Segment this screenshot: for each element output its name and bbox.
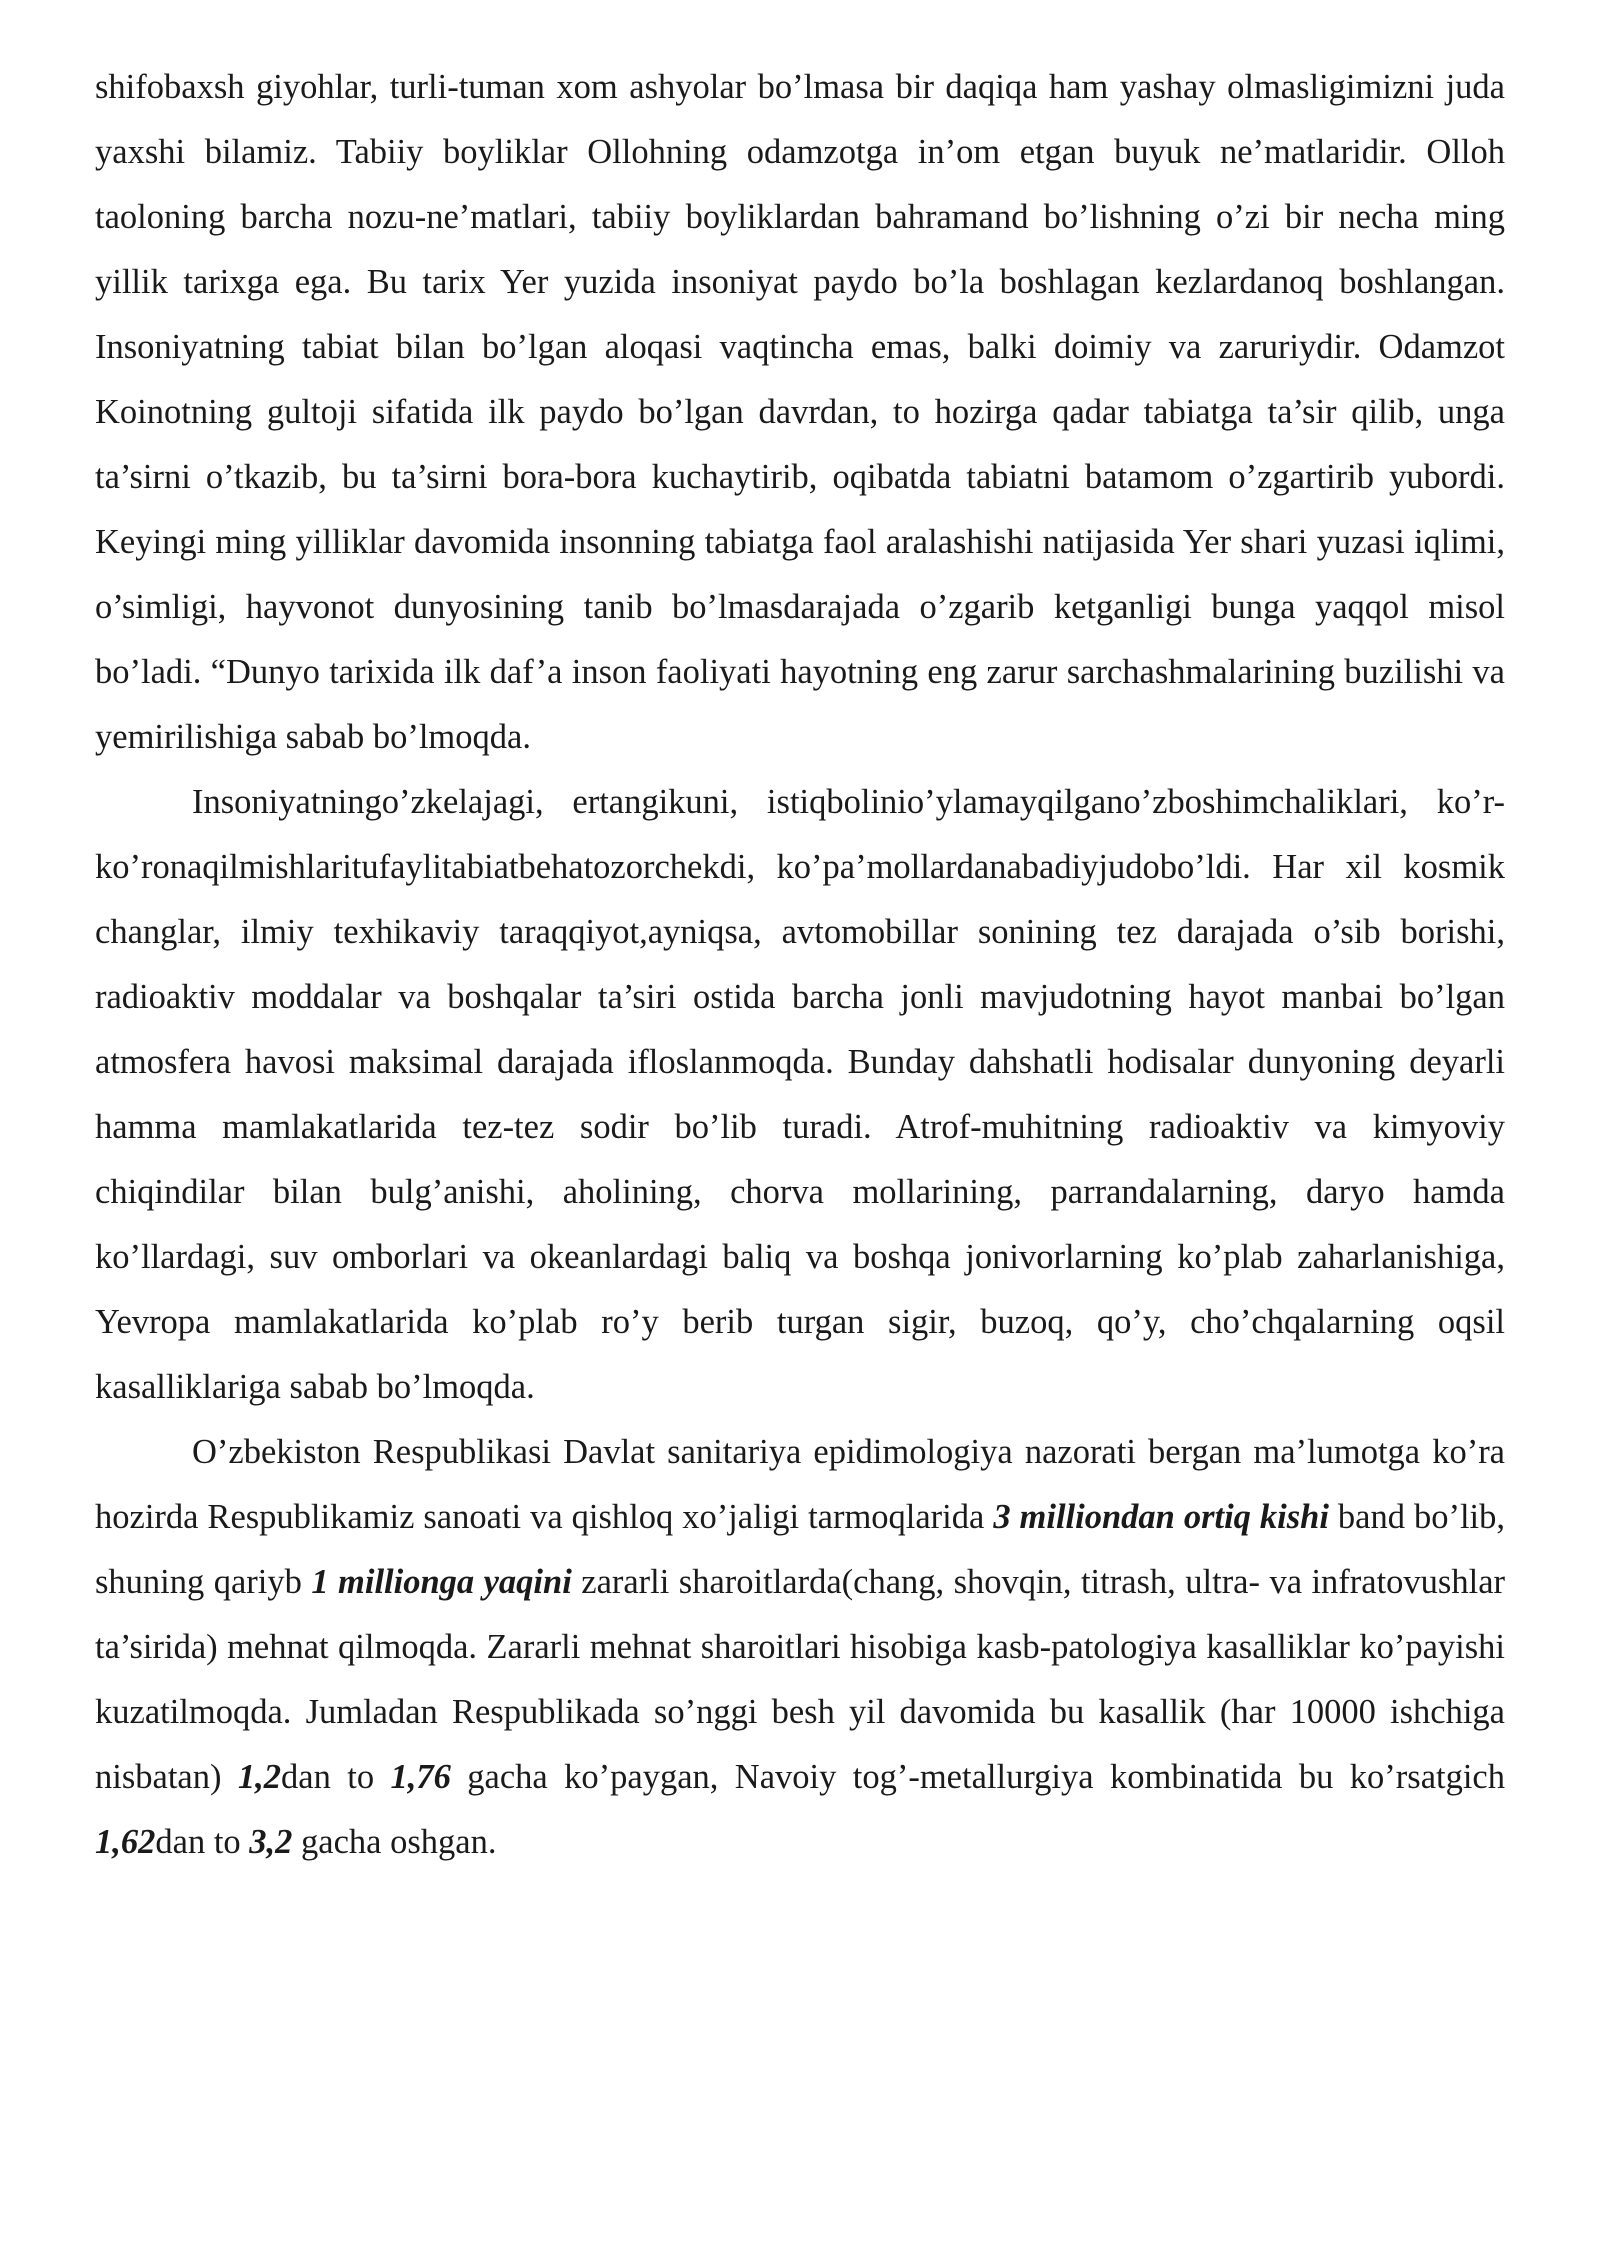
emphasis-harmful-count: 1 millionga yaqini	[311, 1563, 572, 1601]
paragraph-3-text: gacha oshgan.	[292, 1823, 497, 1861]
paragraph-2-text: Insoniyatningo’zkelajagi, ertangikuni, istiqbolinio’ylamayqilgano’zboshimchaliklari, ko’r-ko’ronaqilmishlaritufaylitabiatbehatozorchekdi, ko’pa’mollardanabadiyjudobo’ldi. Har xil kosmik changlar, ilmiy texhikaviy taraqqiyot,ayniqsa, avtomobillar sonining tez darajada o’sib borishi, radioaktiv moddalar va boshqalar ta’siri ostida barcha jonli mavjudotning hayot manbai bo’lgan atmosfera havosi maksimal darajada ifloslanmoqda. Bunday dahshatli hodisalar dunyoning deyarli hamma mamlakatlarida tez-tez sodir bo’lib turadi. Atrof-muhitning radioaktiv va kimyoviy chiqindilar bilan bulg’anishi, aholining, chorva mollarining, parrandalarning, daryo hamda ko’llardagi, suv omborlari va okeanlardagi baliq va boshqa jonivorlarning ko’plab zaharlanishiga, Yevropa mamlakatlarida ko’plab ro’y berib turgan sigir, buzoq, qo’y, cho’chqalarning oqsil kasalliklariga sabab bo’lmoqda.	[95, 783, 1505, 1406]
emphasis-workers-count: 3 milliondan ortiq kishi	[993, 1498, 1329, 1536]
paragraph-3	[95, 1420, 1505, 1875]
paragraph-3-text: gacha ko’paygan, Navoiy tog’-metallurgiya kombinatida bu ko’rsatgich	[450, 1758, 1505, 1796]
document-page	[95, 55, 1505, 1875]
emphasis-navoiy-start: 1,62	[95, 1823, 156, 1861]
paragraph-1-text: shifobaxsh giyohlar, turli-tuman xom ashyolar bo’lmasa bir daqiqa ham yashay olmasligimizni juda yaxshi bilamiz. Tabiiy boyliklar Ollohning odamzotga in’om etgan buyuk ne’matlaridir. Olloh taoloning barcha nozu-ne’matlari, tabiiy boyliklardan bahramand bo’lishning o’zi bir necha ming yillik tarixga ega. Bu tarix Yer yuzida insoniyat paydo bo’la boshlagan kezlardanoq boshlangan. Insoniyatning tabiat bilan bo’lgan aloqasi vaqtincha emas, balki doimiy va zaruriydir. Odamzot Koinotning gultoji sifatida ilk paydo bo’lgan davrdan, to hozirga qadar tabiatga ta’sir qilib, unga ta’sirni o’tkazib, bu ta’sirni bora-bora kuchaytirib, oqibatda tabiatni batamom o’zgartirib yubordi. Keyingi ming yilliklar davomida insonning tabiatga faol aralashishi natijasida Yer shari yuzasi iqlimi, o’simligi, hayvonot dunyosining tanib bo’lmasdarajada o’zgarib ketganligi bunga yaqqol misol bo’ladi. “Dunyo tarixida ilk daf’a inson faoliyati hayotning eng zarur sarchashmalarining buzilishi va yemirilishiga sabab bo’lmoqda.	[95, 68, 1505, 756]
emphasis-rate-start: 1,2	[237, 1758, 282, 1796]
paragraph-2	[95, 770, 1505, 1420]
paragraph-1	[95, 55, 1505, 770]
emphasis-rate-end: 1,76	[390, 1758, 451, 1796]
paragraph-3-text: O’zbekiston Respublikasi Davlat sanitariya epidimologiya nazorati bergan ma’lumotga ko’ra hozirda Respublikamiz sanoati va qishloq xo’jaligi tarmoqlarida	[95, 1433, 1505, 1536]
paragraph-3-text: dan to	[155, 1823, 250, 1861]
paragraph-3-text: band bo’lib, shuning qariyb	[95, 1498, 1505, 1601]
paragraph-3-text: zararli sharoitlarda(chang, shovqin, titrash, ultra- va infratovushlar ta’sirida) mehnat qilmoqda. Zararli mehnat sharoitlari hisobiga kasb-patologiya kasalliklar ko’payishi kuzatilmoqda. Jumladan Respublikada so’nggi besh yil davomida bu kasallik (har 10000 ishchiga nisbatan)	[95, 1563, 1505, 1796]
paragraph-3-text: dan to	[281, 1758, 391, 1796]
emphasis-navoiy-end: 3,2	[249, 1823, 293, 1861]
